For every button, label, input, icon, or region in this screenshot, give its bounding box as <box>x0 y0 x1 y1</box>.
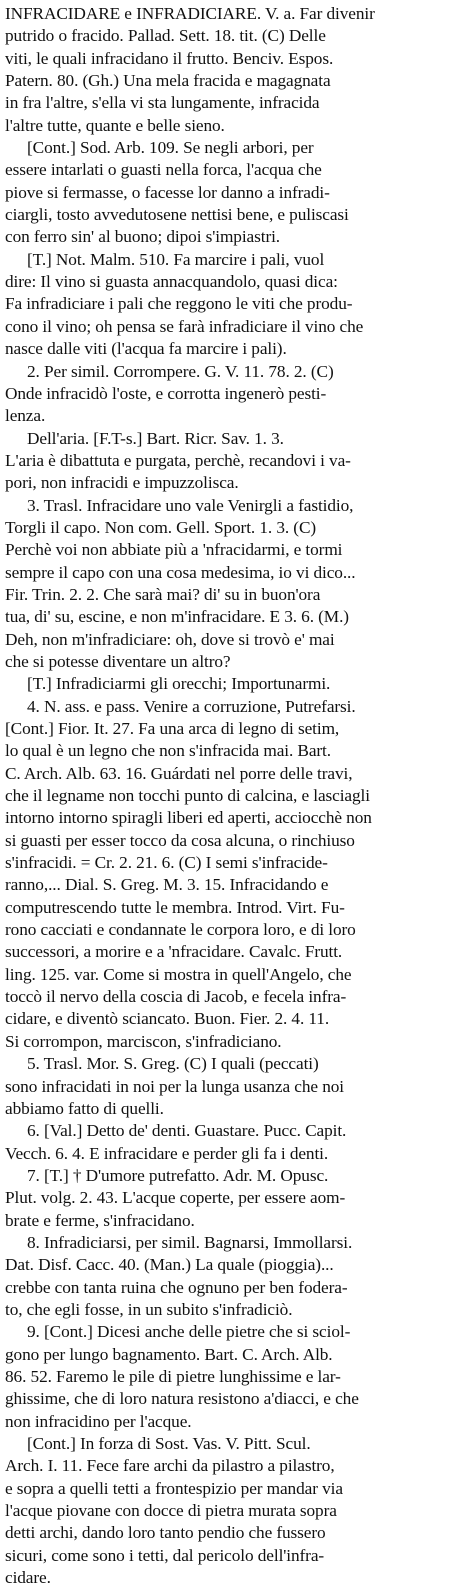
text-line: cidare. <box>5 1568 51 1588</box>
text-line: cidare, e diventò sciancato. Buon. Fier. 2. 4. 11. <box>5 1009 330 1029</box>
text-line: nasce dalle viti (l'acqua fa marcire i pali). <box>5 339 287 359</box>
text-line: dire: Il vino si guasta annacquandolo, quasi dica: <box>5 272 338 292</box>
text-line: C. Arch. Alb. 63. 16. Guárdati nel porre delle travi, <box>5 763 353 783</box>
text-line: intorno intorno spiragli liberi ed aperti, acciocchè non <box>5 808 372 828</box>
text-line: Patern. 80. (Gh.) Una mela fracida e magagnata <box>5 71 331 91</box>
text-line: 8. Infradiciarsi, per simil. Bagnarsi, Immollarsi. <box>27 1232 353 1252</box>
text-line: essere intarlati o guasti nella forca, l'acqua che <box>5 160 322 180</box>
text-line: e sopra a quelli tetti a frontespizio per mandar via <box>5 1478 343 1498</box>
text-line: Dell'aria. [F.T-s.] Bart. Ricr. Sav. 1. 3. <box>27 428 284 448</box>
text-line: [Cont.] Fior. It. 27. Fa una arca di legno di setim, <box>5 719 340 738</box>
text-line: Fa infradiciare i pali che reggono le viti che produ- <box>5 294 353 314</box>
text-line: sono infracidati in noi per la lunga usanza che noi <box>5 1076 344 1096</box>
text-line: cono il vino; oh pensa se farà infradiciare il vino che <box>5 316 364 336</box>
text-line: [T.] Infradiciarmi gli orecchi; Importunarmi. <box>27 674 331 694</box>
text-line: ranno,... Dial. S. Greg. M. 3. 15. Infracidando e <box>5 875 329 895</box>
text-line: rono cacciati e condannate le corpora loro, e di loro <box>5 920 356 940</box>
text-line: abbiamo fatto di quelli. <box>5 1098 164 1118</box>
text-line: Si corrompon, marciscon, s'infradiciano. <box>5 1031 282 1051</box>
text-line: 5. Trasl. Mor. S. Greg. (C) I quali (peccati) <box>27 1054 319 1074</box>
text-line: 6. [Val.] Detto de' denti. Guastare. Pucc. Capit. <box>27 1121 347 1141</box>
text-line: Arch. I. 11. Fece fare archi da pilastro a pilastro, <box>5 1456 335 1476</box>
text-line: to, che egli fosse, in un subito s'infradiciò. <box>5 1299 293 1319</box>
text-line: [Cont.] Sod. Arb. 109. Se negli arbori, per <box>27 138 314 158</box>
text-line: detti archi, dando loro tanto pendio che fussero <box>5 1523 326 1543</box>
text-line: Vecch. 6. 4. E infracidare e perder gli fa i denti. <box>5 1143 329 1163</box>
text-line: con ferro sin' al buono; dipoi s'impiastri. <box>5 227 281 247</box>
text-line: 86. 52. Faremo le pile di pietre lunghissime e lar- <box>5 1366 341 1386</box>
text-line: 7. [T.] † D'umore putrefatto. Adr. M. Opusc. <box>27 1165 329 1185</box>
text-line: sempre il capo con una cosa medesima, io vi dico... <box>5 562 356 582</box>
text-line: 2. Per simil. Corrompere. G. V. 11. 78. 2. (C) <box>27 361 334 381</box>
text-line: in fra l'altre, s'ella vi sta lungamente, infracida <box>5 93 320 113</box>
text-line: piove si fermasse, o facesse lor danno a infradi- <box>5 182 330 202</box>
dictionary-entry-text <box>5 3 465 1589</box>
text-line: [Cont.] In forza di Sost. Vas. V. Pitt. Scul. <box>27 1434 311 1453</box>
text-line: ling. 125. var. Come si mostra in quell'Angelo, che <box>5 964 352 984</box>
text-line: l'altre tutte, quante e belle sieno. <box>5 115 225 135</box>
text-line: s'infracidi. = Cr. 2. 21. 6. (C) I semi s'infracide- <box>5 853 328 873</box>
text-line: Torgli il capo. Non com. Gell. Sport. 1. 3. (C) <box>5 517 317 537</box>
text-line: putrido o fracido. Pallad. Sett. 18. tit. (C) Delle <box>5 26 326 46</box>
text-line: L'aria è dibattuta e purgata, perchè, recandovi i va- <box>5 450 351 470</box>
text-line: INFRACIDARE e INFRADICIARE. V. a. Far divenir <box>5 4 375 23</box>
text-line: brate e ferme, s'infracidano. <box>5 1210 195 1230</box>
text-line: 3. Trasl. Infracidare uno vale Venirgli a fastidio, <box>27 495 354 515</box>
text-line: ciargli, tosto avvedutosene nettisi bene, e puliscasi <box>5 205 349 225</box>
text-line: che il legname non tocchi punto di calcina, e lasciagli <box>5 786 370 806</box>
text-line: sicuri, come sono i tetti, dal pericolo dell'infra- <box>5 1545 325 1565</box>
text-line: ghissime, che di loro natura resistono a'diacci, e che <box>5 1389 359 1409</box>
text-line: crebbe con tanta ruina che ognuno per ben fodera- <box>5 1277 348 1297</box>
text-line: Perchè voi non abbiate più a 'nfracidarmi, e tormi <box>5 540 343 560</box>
text-line: lo qual è un legno che non s'infracida mai. Bart. <box>5 741 331 761</box>
text-line: computrescendo tutte le membra. Introd. Virt. Fu- <box>5 897 345 917</box>
text-line: viti, le quali infracidano il frutto. Benciv. Espos. <box>5 48 334 68</box>
text-line: Onde infracidò l'oste, e corrotta ingenerò pesti- <box>5 383 327 403</box>
text-line: toccò il nervo della coscia di Jacob, e fecela infra- <box>5 987 347 1007</box>
text-line: Dat. Disf. Cacc. 40. (Man.) La quale (pioggia)... <box>5 1255 334 1275</box>
text-line: 9. [Cont.] Dicesi anche delle pietre che si sciol- <box>27 1322 351 1342</box>
text-line: Fir. Trin. 2. 2. Che sarà mai? di' su in buon'ora <box>5 584 321 604</box>
text-line: pori, non infracidi e impuzzolisca. <box>5 473 239 493</box>
text-line: [T.] Not. Malm. 510. Fa marcire i pali, vuol <box>27 249 325 269</box>
text-line: Plut. volg. 2. 43. L'acque coperte, per essere aom- <box>5 1188 346 1208</box>
text-line: successori, a morire e a 'nfracidare. Cavalc. Frutt. <box>5 942 343 962</box>
text-line: che si potesse diventare un altro? <box>5 651 231 671</box>
text-line: lenza. <box>5 406 46 426</box>
text-line: gono per lungo bagnamento. Bart. C. Arch. Alb. <box>5 1344 333 1364</box>
text-line: 4. N. ass. e pass. Venire a corruzione, Putrefarsi. <box>27 696 356 716</box>
text-line: tua, di' su, escine, e non m'infracidare. E 3. 6. (M.) <box>5 607 349 627</box>
text-line: Deh, non m'infradiciare: oh, dove si trovò e' mai <box>5 629 335 649</box>
text-line: non infracidino per l'acque. <box>5 1411 192 1431</box>
text-line: l'acque piovane con docce di pietra murata sopra <box>5 1501 337 1521</box>
text-line: si guasti per esser tocco da cosa alcuna, o rinchiuso <box>5 830 355 850</box>
